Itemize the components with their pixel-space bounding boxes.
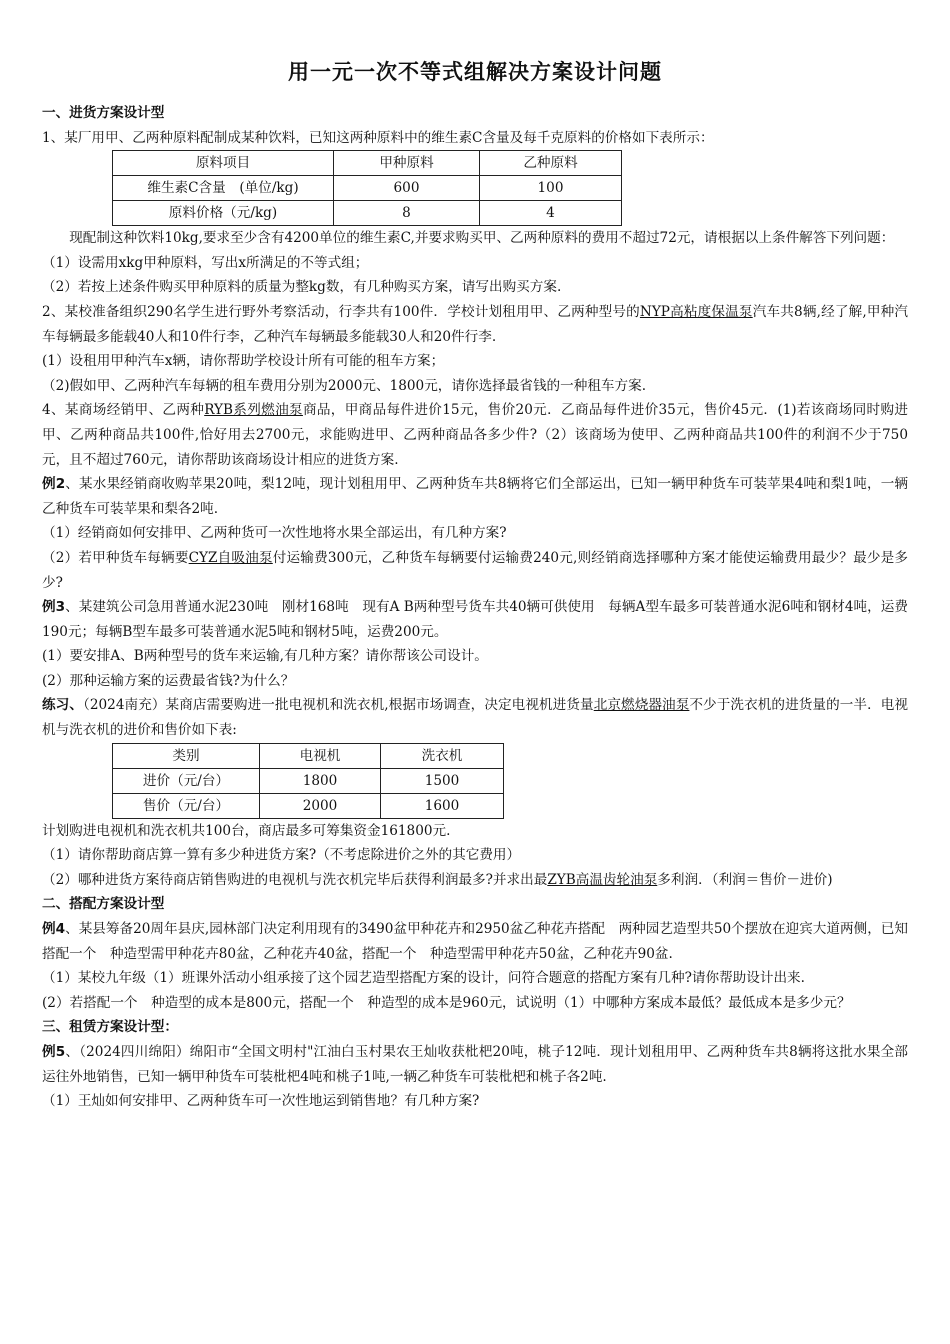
example-2-label: 例2 xyxy=(42,476,66,493)
page-title: 用一元一次不等式组解决方案设计问题 xyxy=(288,60,662,84)
question-2-link[interactable]: NYP高粘度保温泵 xyxy=(639,303,753,320)
question-4-text-a: 4、某商场经销甲、乙两种 xyxy=(42,402,205,419)
table-row xyxy=(113,793,504,818)
ingredient-table xyxy=(112,150,622,226)
example-2-part-2 xyxy=(42,546,908,595)
practice-budget: 计划购进电视机和洗衣机共100台，商店最多可筹集资金161800元. xyxy=(42,822,451,839)
example-3-label: 例3 xyxy=(42,599,66,616)
table-cell: 维生素C含量 (单位/kg) xyxy=(113,176,334,201)
table-cell: 1500 xyxy=(381,768,504,793)
practice-label: 练习、 xyxy=(42,697,84,714)
example-4-part-1: （1）某校九年级（1）班课外活动小组承接了这个园艺造型搭配方案的设计，问符合题意的搭配方案有几种?请你帮助设计出来. xyxy=(42,970,805,987)
practice-part-2-a: （2）哪种进货方案待商店销售购进的电视机与洗衣机完毕后获得利润最多?并求出最 xyxy=(42,871,548,888)
example-3-part-2: (2）那种运输方案的运费最省钱?为什么？ xyxy=(42,672,295,689)
question-2-part-1: (1）设租用甲种汽车x辆，请你帮助学校设计所有可能的租车方案； xyxy=(42,353,445,370)
example-4-part-2: (2）若搭配一个 种造型的成本是800元，搭配一个 种造型的成本是960元，试说明（1）中哪种方案成本最低？最低成本是多少元？ xyxy=(42,994,851,1011)
question-2-text-a: 2、某校准备组织290名学生进行野外考察活动，行李共有100件．学校计划租用甲、乙两种型号的 xyxy=(42,303,640,320)
example-2-part-1: （1）经销商如何安排甲、乙两种货可一次性地将水果全部运出，有几种方案? xyxy=(42,525,507,542)
example-5 xyxy=(42,1040,908,1089)
question-4 xyxy=(42,398,908,472)
question-2-text-b: 汽车共8辆,经了解,甲种汽车每辆最多能载40人和10件行李，乙种汽车每辆最多能载30人和20件行李. xyxy=(42,303,908,345)
practice-link[interactable]: 北京燃烧器油泵 xyxy=(593,697,690,714)
table-cell: 1600 xyxy=(381,793,504,818)
table-row xyxy=(113,176,622,201)
example-2-link[interactable]: CYZ自吸油泵 xyxy=(188,549,273,566)
table-header-cell: 乙种原料 xyxy=(480,151,622,176)
table-cell: 100 xyxy=(480,176,622,201)
example-2-part-2-b: 付运输费300元，乙种货车每辆要付运输费240元,则经销商选择哪种方案才能使运输费用最少？最少是多少? xyxy=(42,549,908,591)
table-row xyxy=(113,768,504,793)
table-header-cell: 电视机 xyxy=(260,743,381,768)
table-header-cell: 类别 xyxy=(113,743,260,768)
table-cell: 2000 xyxy=(260,793,381,818)
question-2-part-2: （2)假如甲、乙两种汽车每辆的租车费用分别为2000元、1800元，请你选择最省钱的一种租车方案. xyxy=(42,377,647,394)
table-header-cell: 原料项目 xyxy=(113,151,334,176)
table-cell: 1800 xyxy=(260,768,381,793)
practice xyxy=(42,693,908,742)
example-5-body: 、（2024四川绵阳）绵阳市“全国文明村"江油白玉村果农王灿收获枇杷20吨，桃子12吨．现计划租用甲、乙两种货车共8辆将这批水果全部运往外地销售，已知一辆甲种货车可装枇杷4吨和桃子1吨,一辆乙种货车可装枇杷和桃子各2吨. xyxy=(42,1044,908,1085)
example-5-part-1: （1）王灿如何安排甲、乙两种货车可一次性地运到销售地？有几种方案? xyxy=(42,1093,480,1110)
table-header-cell: 甲种原料 xyxy=(334,151,480,176)
question-2 xyxy=(42,300,908,349)
example-2-part-2-a: （2）若甲种货车每辆要 xyxy=(42,549,189,566)
table-cell: 原料价格（元/kg) xyxy=(113,201,334,226)
question-1-part-2: （2）若按上述条件购买甲种原料的质量为整kg数，有几种购买方案，请写出购买方案. xyxy=(42,279,562,296)
section-heading-3: 三、租赁方案设计型： xyxy=(42,1019,178,1036)
question-4-text-b: 商品，甲商品每件进价15元，售价20元．乙商品每件进价35元，售价45元．(1)若该商场同时购进甲、乙两种商品共100件,恰好用去2700元，求能购进甲、乙两种商品各多少件?（2）该商场为使甲、乙两种商品共100件的利润不少于750元，且不超过760元，请你帮助该商场设计相应的进货方案. xyxy=(42,402,908,468)
example-4 xyxy=(42,917,908,966)
example-4-label: 例4 xyxy=(42,921,66,938)
example-3-body: 、某建筑公司急用普通水泥230吨 刚材168吨 现有A B两种型号货车共40辆可供使用 每辆A型车最多可装普通水泥6吨和钢材4吨，运费190元；每辆B型车最多可装普通水泥5吨和钢材5吨，运费200元。 xyxy=(42,599,908,640)
document-body xyxy=(42,101,908,1114)
practice-part-2-b: 多利润．（利润＝售价－进价) xyxy=(657,871,833,888)
question-1-part-1: （1）设需用xkg甲种原料，写出x所满足的不等式组； xyxy=(42,254,369,271)
section-heading-1: 一、进货方案设计型 xyxy=(42,105,165,121)
question-4-link[interactable]: RYB系列燃油泵 xyxy=(204,402,303,419)
practice-link-2[interactable]: ZYB高温齿轮油泵 xyxy=(547,871,658,888)
example-2 xyxy=(42,472,908,521)
price-table xyxy=(112,743,504,819)
example-3 xyxy=(42,595,908,644)
table-cell: 进价（元/台） xyxy=(113,768,260,793)
example-4-body: 、某县筹备20周年县庆,园林部门决定利用现有的3490盆甲种花卉和2950盆乙种花卉搭配 两种园艺造型共50个摆放在迎宾大道两侧，已知搭配一个 种造型需甲种花卉80盆，乙种花卉40盆，搭配一个 种造型需甲种花卉50盆，乙种花卉90盆. xyxy=(42,921,908,962)
example-3-part-1: (1）要安排A、B两种型号的货车来运输,有几种方案？请你帮该公司设计。 xyxy=(42,648,488,665)
question-1: 1、某厂用甲、乙两种原料配制成某种饮料，已知这两种原料中的维生素C含量及每千克原料的价格如下表所示： xyxy=(42,129,714,146)
question-1-body: 现配制这种饮料10kg,要求至少含有4200单位的维生素C,并要求购买甲、乙两种原料的费用不超过72元，请根据以上条件解答下列问题： xyxy=(69,230,895,247)
table-cell: 售价（元/台） xyxy=(113,793,260,818)
table-header-row xyxy=(113,743,504,768)
practice-text-b: 不少于洗衣机的进货量的一半．电视机与洗衣机的进价和售价如下表: xyxy=(42,697,909,739)
table-cell: 8 xyxy=(334,201,480,226)
section-heading-2: 二、搭配方案设计型 xyxy=(42,896,165,913)
table-cell: 4 xyxy=(480,201,622,226)
table-row xyxy=(113,201,622,226)
practice-text-a: （2024南充）某商店需要购进一批电视机和洗衣机,根据市场调查，决定电视机进货量 xyxy=(83,697,594,714)
example-2-body: 、某水果经销商收购苹果20吨，梨12吨，现计划租用甲、乙两种货车共8辆将它们全部运出，已知一辆甲种货车可装苹果4吨和梨1吨，一辆乙种货车可装苹果和梨各2吨. xyxy=(42,476,908,517)
table-header-cell: 洗衣机 xyxy=(381,743,504,768)
table-header-row xyxy=(113,151,622,176)
practice-part-1: （1）请你帮助商店算一算有多少种进货方案?（不考虑除进价之外的其它费用） xyxy=(42,847,521,864)
example-5-label: 例5 xyxy=(42,1044,66,1060)
table-cell: 600 xyxy=(334,176,480,201)
practice-part-2 xyxy=(42,868,908,893)
